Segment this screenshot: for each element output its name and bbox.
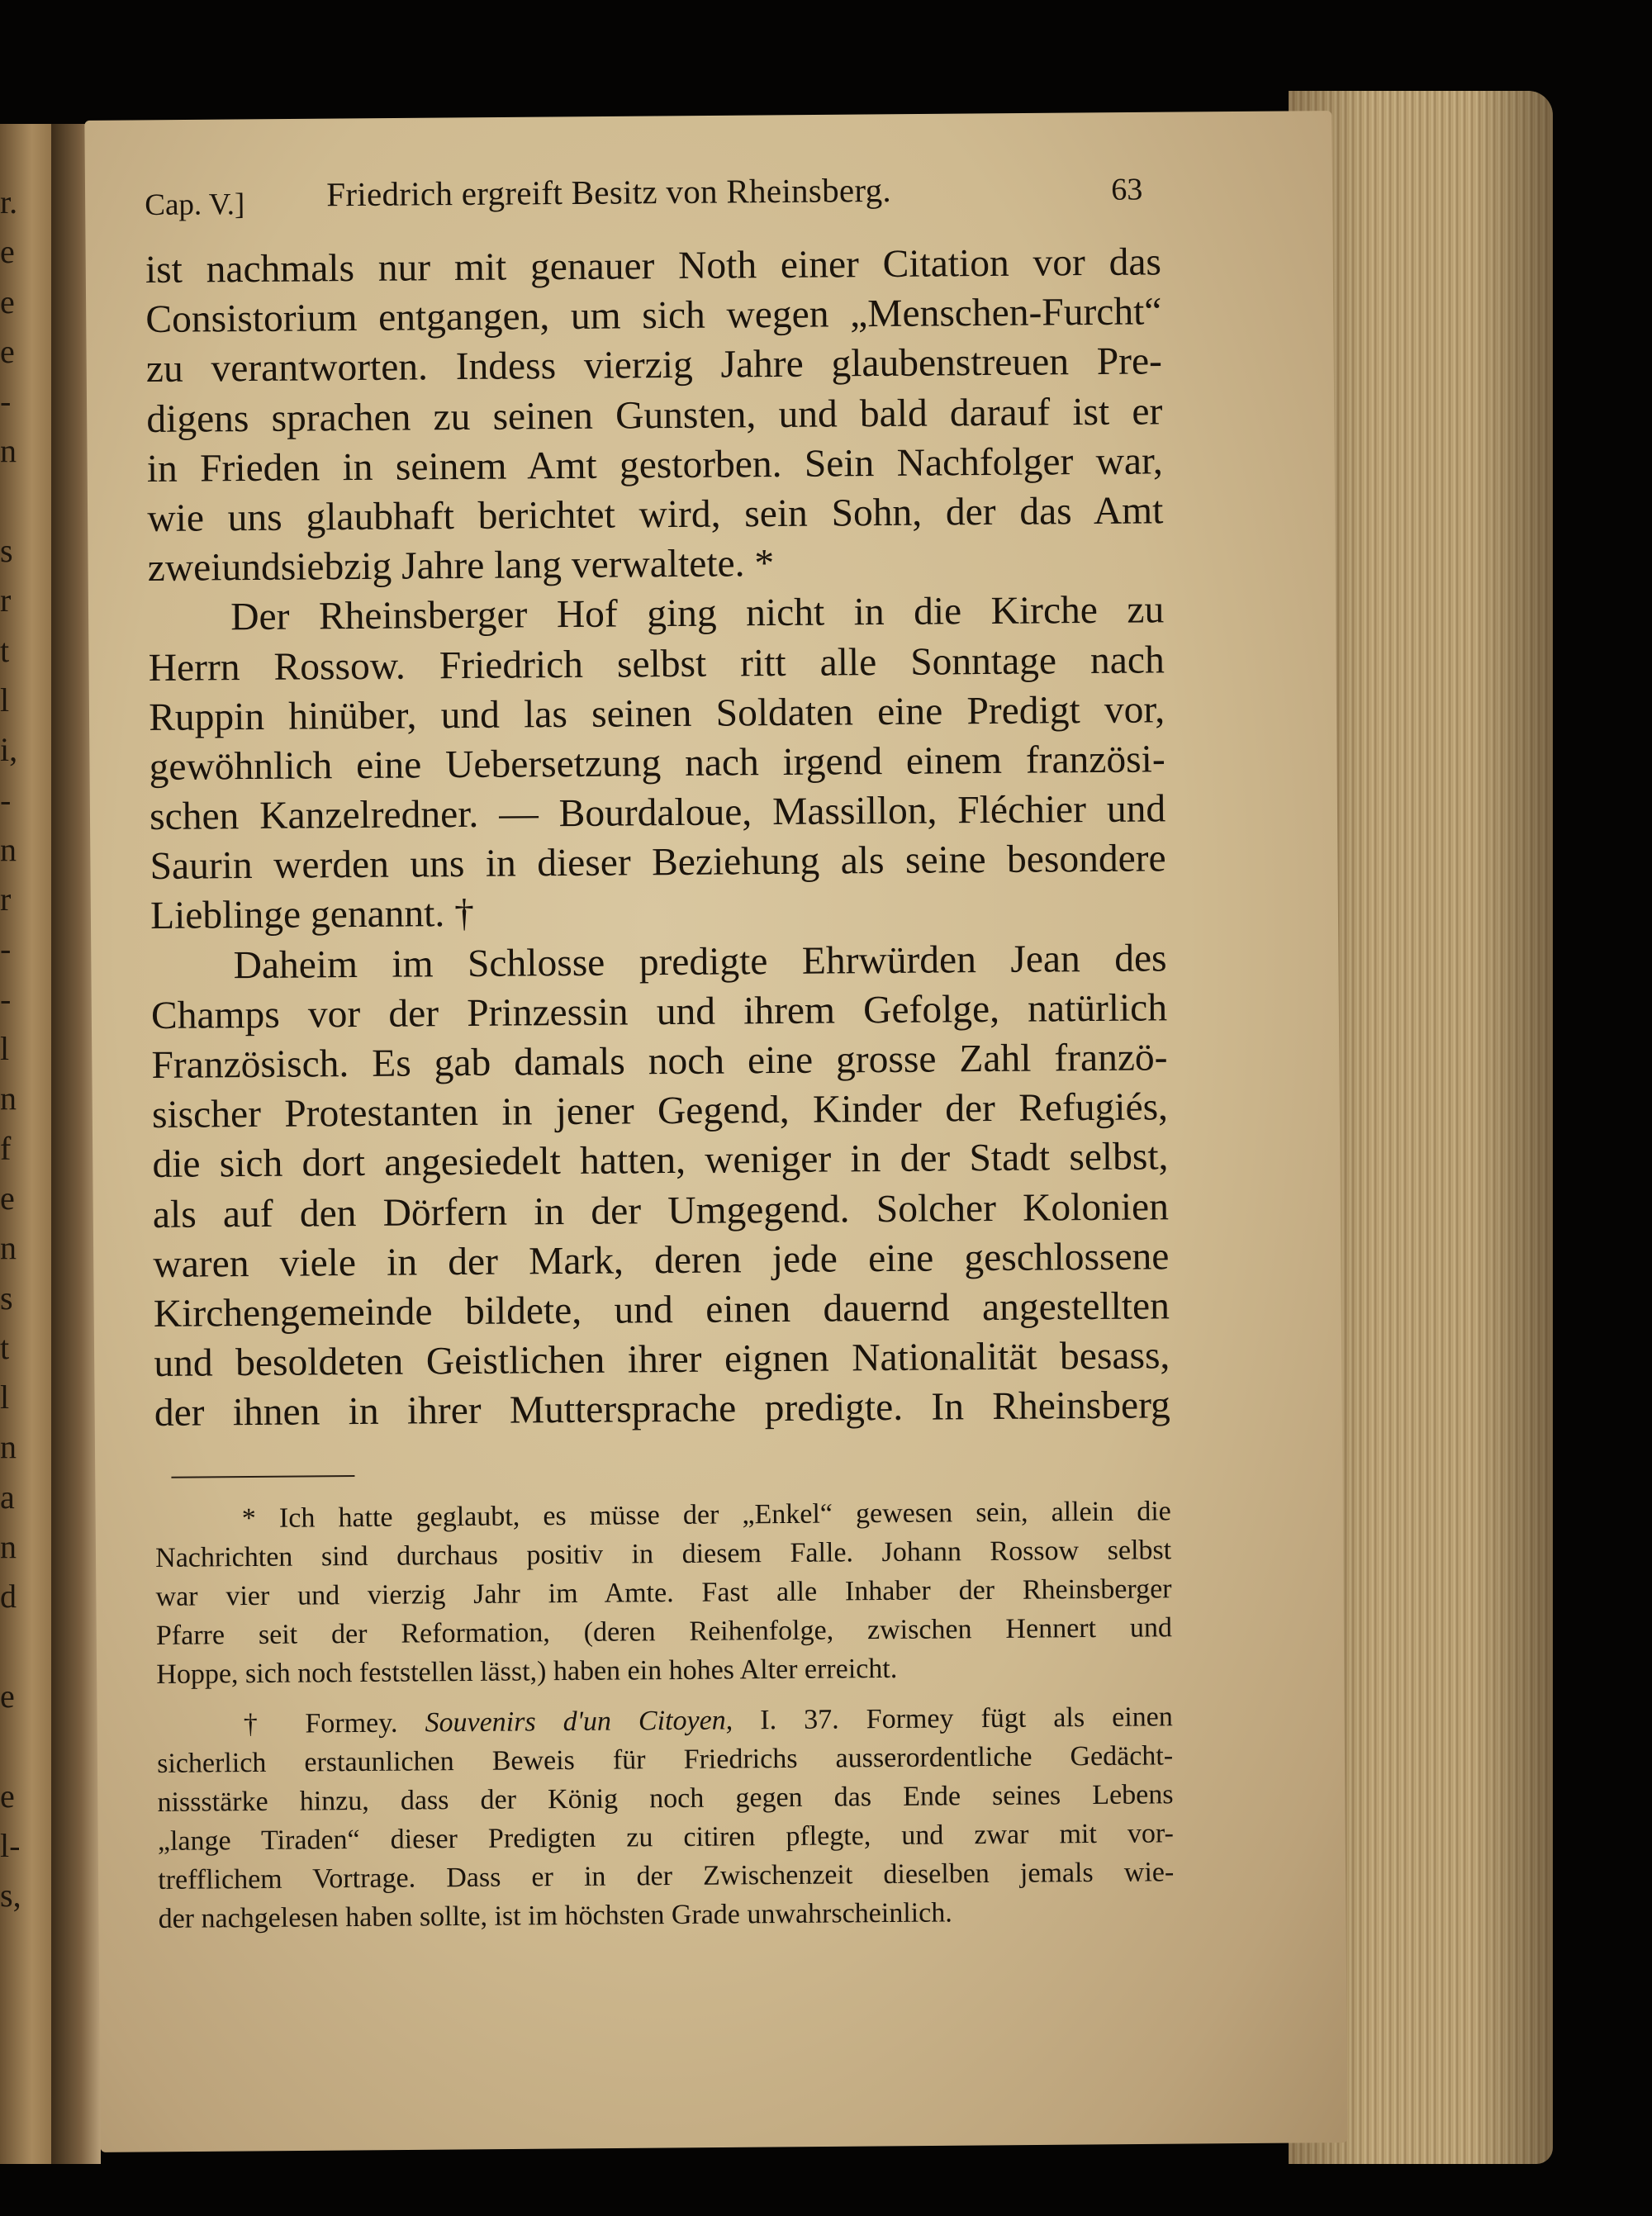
text-line: als auf den Dörfern in der Umgegend. Solcher Kolonien (152, 1184, 1170, 1236)
text-line: die sich dort angesiedelt hatten, weniger in der Stadt selbst, (152, 1135, 1169, 1187)
footnote-line: Nachrichten sind durchaus positiv in diesem Falle. Johann Rossow selbst (155, 1534, 1172, 1573)
text-line: Saurin werden uns in dieser Beziehung als seine besondere (150, 837, 1166, 889)
left-page-letter: i, (0, 731, 18, 769)
footnote-line: * Ich hatte geglaubt, es müsse der „Enkel“ gewesen sein, allein die (241, 1495, 1171, 1534)
text-line: schen Kanzelredner. — Bourdaloue, Massillon, Fléchier und (149, 787, 1166, 839)
footnote-line: trefflichem Vortrage. Dass er in der Zwischenzeit dieselben jemals wie- (158, 1856, 1175, 1896)
left-page-letter: - (0, 980, 12, 1018)
left-page-letters (0, 178, 25, 1920)
page-number: 63 (1111, 172, 1143, 207)
left-page-letter: f (0, 1129, 12, 1167)
footnote-2 (157, 1697, 1175, 1938)
text-line: Daheim im Schlosse predigte Ehrwürden Jean des (233, 936, 1167, 987)
text-line: und besoldeten Geistlichen ihrer eignen Nationalität besass, (154, 1334, 1170, 1386)
left-page-letter: n (0, 1080, 17, 1117)
left-page-letter: r (0, 880, 12, 918)
text-line: sischer Protestanten in jener Gegend, Kinder der Refugiés, (151, 1085, 1169, 1137)
left-page-letter: r (0, 581, 12, 619)
text-line: Der Rheinsberger Hof ging nicht in die Kirche zu (230, 588, 1165, 639)
footnote-line: sicherlich erstaunlichen Beweis für Friedrichs ausserordentliche Gedächt- (157, 1739, 1174, 1779)
left-page-letter: a (0, 1478, 15, 1516)
left-page-letter: e (0, 1677, 15, 1715)
left-page-letter: e (0, 1179, 15, 1217)
left-page-letter: s (0, 1279, 13, 1317)
footnote-2-lines (157, 1736, 1175, 1938)
text-line: in Frieden in seinem Amt gestorben. Sein Nachfolger war, (146, 439, 1164, 491)
footnote-2-rest: I. 37. Formey fügt als einen (760, 1701, 1173, 1735)
footnote-line: „lange Tiraden“ dieser Predigten zu citiren pflegte, und zwar mit vor- (157, 1817, 1175, 1857)
left-page-letter (0, 1622, 25, 1672)
running-title: Friedrich ergreift Besitz von Rheinsberg. (326, 170, 892, 214)
text-line: Französisch. Es gab damals noch eine grosse Zahl franzö- (151, 1036, 1168, 1087)
left-page-letter: n (0, 1528, 17, 1566)
left-page-letter: - (0, 781, 12, 819)
left-page-letter: l- (0, 1826, 21, 1864)
text-line: Champs vor der Prinzessin und ihrem Gefolge, natürlich (150, 986, 1168, 1037)
left-page-letter: e (0, 332, 15, 370)
footnote-rule (171, 1475, 354, 1478)
footnote-line: der nachgelesen haben sollte, ist im höchsten Grade unwahrscheinlich. (158, 1896, 952, 1934)
footnote-2-lead: † Formey. (243, 1707, 398, 1739)
left-page-letter: - (0, 382, 12, 420)
text-line: Consistorium entgangen, um sich wegen „Menschen-Furcht“ (145, 290, 1162, 342)
left-page-letter: e (0, 1777, 15, 1815)
footnote-line: nissstärke hinzu, dass der König noch gegen das Ende seines Lebens (157, 1778, 1174, 1818)
left-page-letter: n (0, 1229, 17, 1267)
left-page-letter: t (0, 631, 10, 669)
text-line: waren viele in der Mark, deren jede eine geschlossene (153, 1235, 1170, 1286)
text-line: zu verantworten. Indess vierzig Jahre glaubenstreuen Pre- (145, 339, 1163, 391)
left-page-letter: l (0, 1378, 10, 1416)
page-content (145, 161, 1175, 1938)
left-page-letter: d (0, 1578, 17, 1616)
running-header (145, 161, 1161, 227)
left-page-letter (0, 477, 25, 526)
left-page-letter: s (0, 532, 13, 570)
left-page-letter: - (0, 930, 12, 968)
text-line: Herrn Rossow. Friedrich selbst ritt alle Sonntage nach (148, 638, 1165, 690)
left-page-letter: n (0, 1428, 17, 1466)
left-page-letter: s, (0, 1877, 21, 1915)
text-line: der ihnen in ihrer Muttersprache predigte. In Rheinsberg (154, 1383, 1170, 1435)
footnote-line: war vier und vierzig Jahr im Amte. Fast alle Inhaber der Rheinsberger (155, 1573, 1172, 1612)
left-page-letter: n (0, 830, 17, 868)
left-page-letter: l (0, 681, 10, 719)
footnote-line: Hoppe, sich noch feststellen lässt,) haben ein hohes Alter erreicht. (156, 1653, 898, 1690)
left-page-letter (0, 1721, 25, 1771)
footnote-1 (155, 1492, 1173, 1694)
footnotes (155, 1492, 1175, 1938)
left-page-letter: r. (0, 183, 18, 221)
left-page-letter: e (0, 282, 15, 320)
left-page-letter: e (0, 233, 15, 271)
text-line: Ruppin hinüber, und las seinen Soldaten eine Predigt vor, (149, 688, 1165, 739)
text-line: Kirchengemeinde bildete, und einen dauernd angestellten (153, 1284, 1170, 1336)
text-line: Lieblinge genannt. † (150, 892, 475, 938)
body-text (145, 237, 1170, 1438)
footnote-line: Pfarre seit der Reformation, (deren Reihenfolge, zwischen Hennert und (155, 1611, 1173, 1651)
text-line: wie uns glaubhaft berichtet wird, sein Sohn, der das Amt (147, 489, 1164, 540)
footnote-2-title: Souvenirs d'un Citoyen, (425, 1704, 733, 1738)
left-page-letter: n (0, 432, 17, 470)
text-line: zweiundsiebzig Jahre lang verwaltete. * (147, 542, 775, 591)
text-line: digens sprachen zu seinen Gunsten, und bald darauf ist er (146, 389, 1163, 441)
text-line: gewöhnlich eine Uebersetzung nach irgend einem französi- (149, 738, 1165, 789)
chapter-label: Cap. V.] (145, 187, 245, 222)
left-page-letter: l (0, 1030, 10, 1068)
text-line: ist nachmals nur mit genauer Noth einer Citation vor das (145, 240, 1162, 292)
left-page-letter: t (0, 1328, 10, 1366)
